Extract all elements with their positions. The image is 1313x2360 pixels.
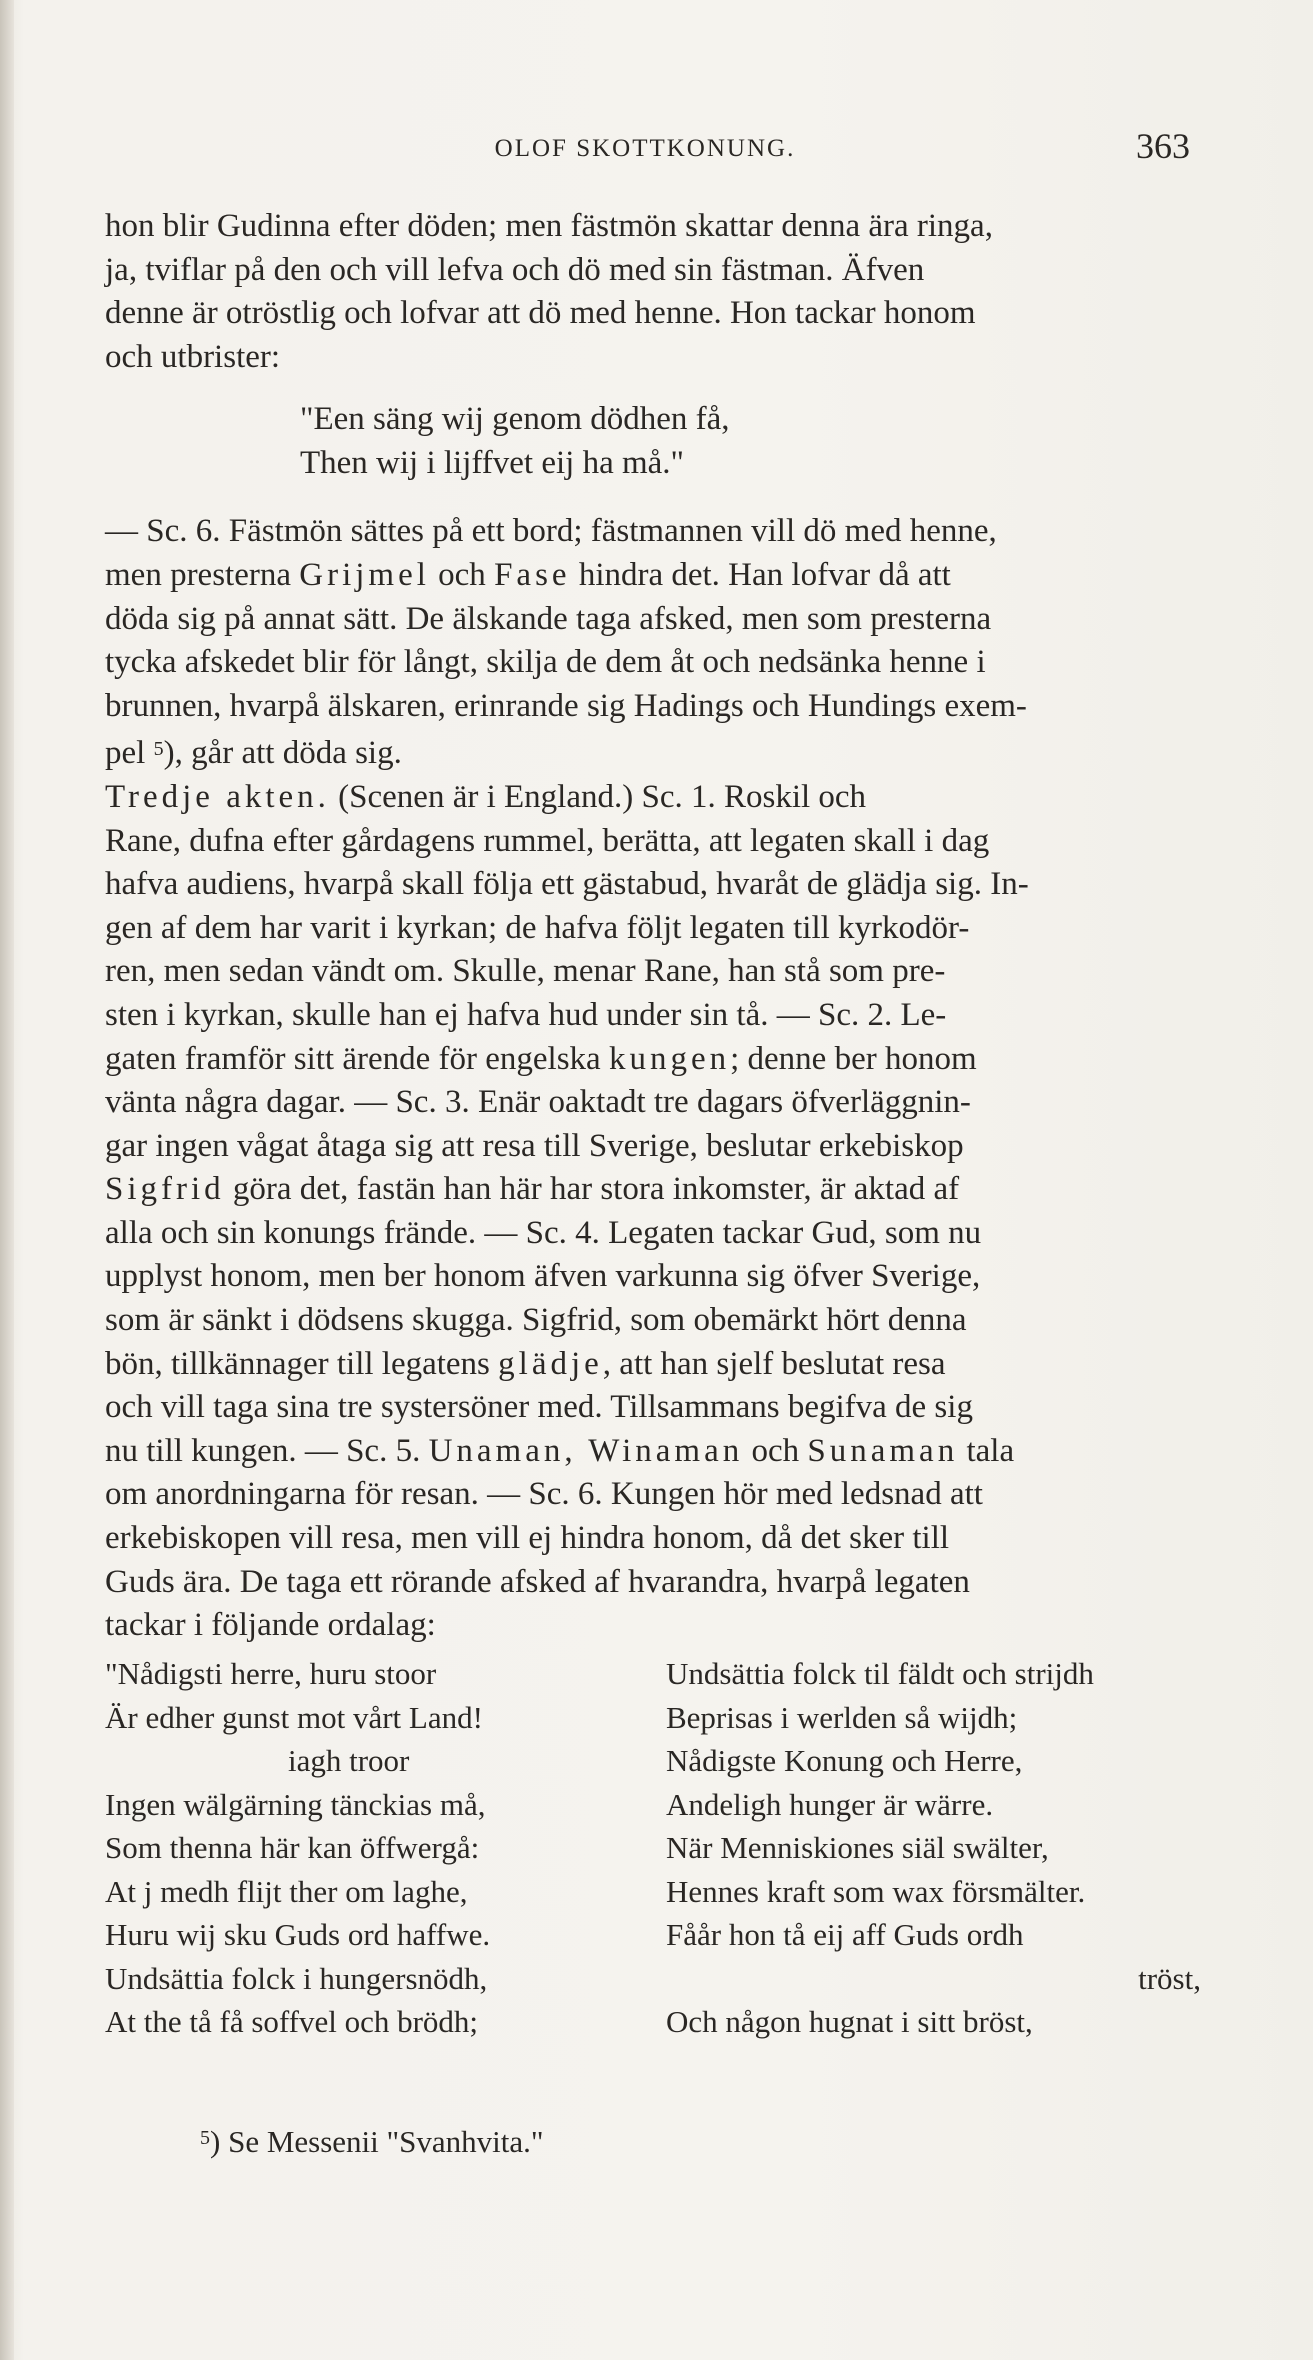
poem-line: Och någon hugnat i sitt bröst, [666, 2004, 1033, 2039]
text-line: Rane, dufna efter gårdagens rummel, berätta, att legaten skall i dag [105, 822, 990, 859]
poem-line: Är edher gunst mot vårt Land! [105, 1699, 483, 1735]
poem-line: Huru wij sku Guds ord haffwe. [105, 1917, 491, 1952]
text-line: ja, tviflar på den och vill lefva och dö med sin fästman. Äfven [105, 251, 925, 288]
text-line: tycka afskedet blir för långt, skilja de dem åt och nedsänka henne i [105, 644, 986, 681]
name-sunaman: Sunaman [807, 1432, 959, 1469]
text-fragment: ), går att döda sig. [163, 735, 402, 772]
poem-line: När Menniskiones siäl swälter, [666, 1830, 1049, 1865]
text-line: upplyst honom, men ber honom äfven varkunna sig öfver Sverige, [105, 1258, 981, 1295]
verse-line: "Een säng wij genom dödhen få, [300, 401, 730, 437]
poem-line: Ingen wälgärning tänckias må, [105, 1786, 486, 1822]
emphasis-kungen: kungen [608, 1040, 731, 1077]
text-line: sten i kyrkan, skulle han ej hafva hud under sin tå. — Sc. 2. Le- [105, 996, 947, 1033]
text-fragment: gaten framför sitt ärende för engelska [105, 1040, 609, 1077]
paragraph-1 [105, 205, 1190, 379]
text-line: alla och sin konungs frände. — Sc. 4. Legaten tackar Gud, som nu [105, 1214, 982, 1251]
text-fragment: , att han sjelf beslutat resa [602, 1345, 946, 1382]
poem-line: Som thenna här kan öffwergå: [105, 1830, 480, 1865]
text-fragment: ; denne ber honom [730, 1040, 977, 1077]
poem-line: "Nådigsti herre, huru stoor [105, 1656, 437, 1691]
verse-quote [300, 397, 730, 485]
emphasis-gladje: glädje [498, 1345, 603, 1382]
poem-line: Fåår hon tå eij aff Guds ordh [666, 1917, 1024, 1952]
text-line: tackar i följande ordalag: [105, 1607, 436, 1644]
poem-line: Andeligh hunger är wärre. [666, 1786, 994, 1822]
text-line: — Sc. 6. Fästmön sättes på ett bord; fästmannen vill dö med henne, [105, 513, 997, 550]
poem-line: At the tå få soffvel och brödh; [105, 2004, 479, 2039]
name-fase: Fase [494, 556, 571, 593]
text-line: hafva audiens, hvarpå skall följa ett gästabud, hvaråt de glädja sig. In- [105, 866, 1029, 903]
running-head: OLOF SKOTTKONUNG. [494, 135, 796, 162]
text-fragment: nu till kungen. — Sc. 5. [105, 1432, 429, 1469]
footnote-reference[interactable]: 5 [153, 738, 164, 761]
page-binding-edge [0, 0, 14, 2360]
poem-line: Beprisas i werlden så wijdh; [666, 1699, 1018, 1735]
text-line: som är sänkt i dödsens skugga. Sigfrid, som obemärkt hört denna [105, 1302, 967, 1339]
footnote-mark: 5 [200, 2127, 210, 2149]
poem-right-column [666, 1652, 1201, 2044]
text-fragment: och [429, 556, 495, 593]
text-line: vänta några dagar. — Sc. 3. Enär oaktadt tre dagars öfverläggnin- [105, 1084, 971, 1121]
text-fragment: bön, tillkännager till legatens [105, 1345, 499, 1382]
text-line: Guds ära. De taga ett rörande afsked af hvarandra, hvarpå legaten [105, 1563, 970, 1600]
text-line: ren, men sedan vändt om. Skulle, menar Rane, han stå som pre- [105, 953, 946, 990]
text-line: gar ingen vågat åtaga sig att resa till Sverige, beslutar erkebiskop [105, 1127, 964, 1164]
name-sigfrid: Sigfrid [105, 1171, 225, 1208]
poem-line-continuation: iagh troor [288, 1743, 410, 1778]
poem-line: At j medh flijt ther om laghe, [105, 1873, 468, 1909]
page-header [100, 125, 1190, 175]
poem-line: Nådigste Konung och Herre, [666, 1743, 1023, 1778]
text-fragment: och [743, 1432, 808, 1469]
text-line: gen af dem har varit i kyrkan; de hafva följt legaten till kyrkodör- [105, 909, 970, 946]
names-unaman-winaman: Unaman, Winaman [428, 1432, 744, 1469]
text-fragment: (Scenen är i England.) Sc. 1. Roskil och [329, 778, 867, 815]
text-line: och vill taga sina tre systersöner med. Tillsammans begifva de sig [105, 1389, 973, 1426]
text-line: brunnen, hvarpå älskaren, erinrande sig Hadings och Hundings exem- [105, 687, 1027, 724]
act-heading: Tredje akten. [105, 778, 330, 815]
text-line: men presterna [105, 556, 300, 593]
text-line: denne är otröstlig och lofvar att dö med henne. Hon tackar honom [105, 295, 976, 332]
name-grijmel: Grijmel [299, 556, 430, 593]
paragraph-2 [105, 510, 1190, 776]
poem-left-column [105, 1652, 645, 2044]
text-line: döda sig på annat sätt. De älskande taga afsked, men som presterna [105, 600, 992, 637]
footnote-text: ) Se Messenii "Svanhvita." [210, 2124, 544, 2159]
text-line: hon blir Gudinna efter döden; men fästmön skattar denna ära ringa, [105, 208, 993, 244]
text-fragment: tala [958, 1432, 1015, 1469]
text-fragment: göra det, fastän han här har stora inkomster, är aktad af [224, 1171, 960, 1208]
text-fragment: pel [105, 735, 154, 772]
page-number: 363 [1136, 126, 1190, 166]
poem-line-continuation: tröst, [1138, 1960, 1201, 1996]
text-fragment: hindra det. Han lofvar då att [570, 556, 951, 593]
paragraph-3 [105, 776, 1190, 1648]
verse-line: Then wij i lijffvet eij ha må." [300, 445, 685, 481]
poem-line: Hennes kraft som wax försmälter. [666, 1873, 1086, 1909]
footnote [200, 2124, 544, 2160]
text-line: om anordningarna för resan. — Sc. 6. Kungen hör med ledsnad att [105, 1476, 983, 1513]
text-line: erkebiskopen vill resa, men vill ej hindra honom, då det sker till [105, 1520, 950, 1557]
poem-line: Undsättia folck til fäldt och strijdh [666, 1656, 1094, 1691]
poem-line: Undsättia folck i hungersnödh, [105, 1960, 488, 1996]
text-line: och utbrister: [105, 338, 281, 375]
